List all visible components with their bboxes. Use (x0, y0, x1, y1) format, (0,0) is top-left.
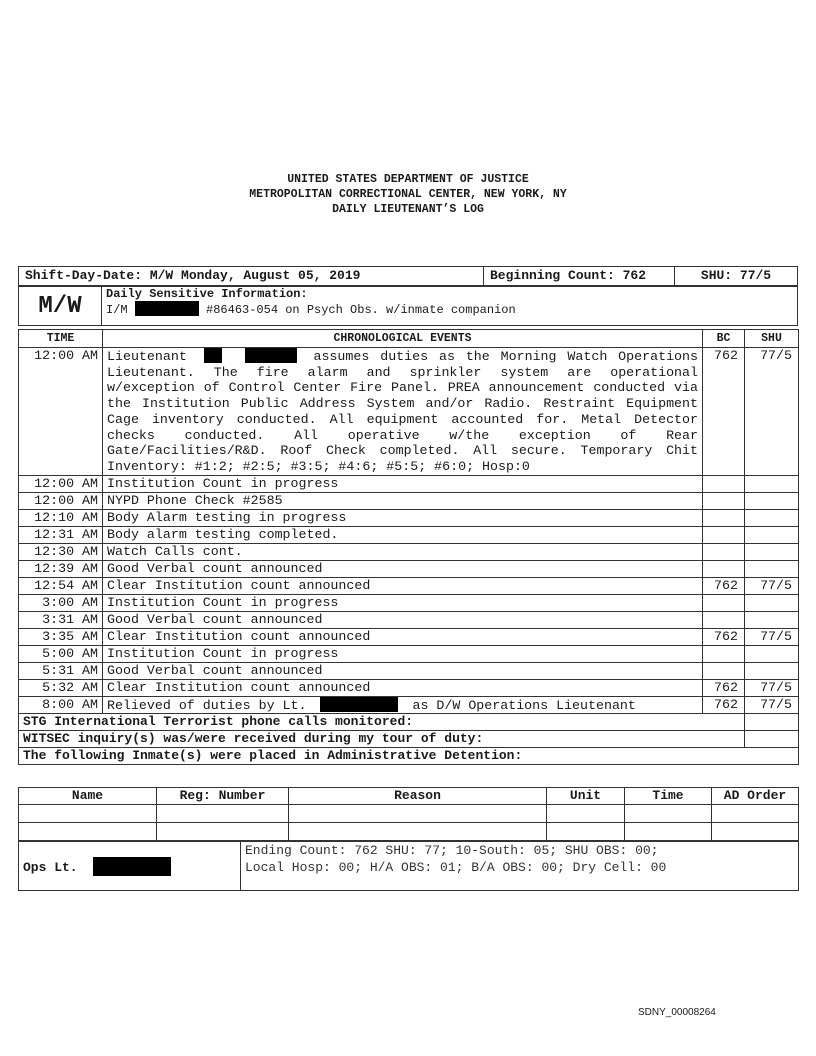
event-bc: 762 (703, 348, 745, 476)
header-line-3: DAILY LIEUTENANT’S LOG (332, 203, 484, 216)
event-shu (745, 475, 799, 492)
event-shu (745, 560, 799, 577)
redaction-bar (204, 348, 222, 363)
event-bc (703, 526, 745, 543)
witsec-note: WITSEC inquiry(s) was/were received during my tour of duty: (19, 731, 745, 748)
redaction-bar (245, 348, 297, 363)
event-shu (745, 594, 799, 611)
chronological-events-table (18, 329, 799, 765)
event-shu: 77/5 (745, 348, 799, 476)
event-shu (745, 526, 799, 543)
header-line-1: UNITED STATES DEPARTMENT OF JUSTICE (287, 173, 529, 186)
event-shu: 77/5 (745, 577, 799, 594)
event-shu (745, 662, 799, 679)
event-time: 12:54 AM (19, 577, 103, 594)
event-text: NYPD Phone Check #2585 (103, 492, 703, 509)
table-row (19, 611, 799, 628)
event-text: Good Verbal count announced (103, 611, 703, 628)
relieved-text-1: Relieved of duties by Lt. (107, 697, 307, 713)
table-row (19, 714, 799, 731)
ending-count-cell (241, 842, 799, 891)
event-bc: 762 (703, 577, 745, 594)
shift-day-date: Shift-Day-Date: M/W Monday, August 05, 2019 (19, 267, 484, 286)
table-row (19, 577, 799, 594)
event-bc (703, 662, 745, 679)
witsec-value (745, 731, 799, 748)
event-time: 12:00 AM (19, 475, 103, 492)
shift-info-table (18, 266, 798, 286)
bates-number: SDNY_00008264 (638, 1007, 716, 1018)
table-row (19, 628, 799, 645)
table-row (19, 645, 799, 662)
event-text: Watch Calls cont. (103, 543, 703, 560)
shift-code: M/W (19, 287, 102, 326)
sensitive-info-title: Daily Sensitive Information: (106, 287, 308, 301)
col-bc: BC (703, 330, 745, 348)
relieved-text-2: as D/W Operations Lieutenant (412, 697, 636, 713)
redaction-bar (320, 697, 398, 712)
beginning-count: Beginning Count: 762 (484, 267, 675, 286)
event-word: Lieutenant (107, 349, 187, 364)
event-bc (703, 543, 745, 560)
table-row (19, 509, 799, 526)
event-bc (703, 492, 745, 509)
ad-note: The following Inmate(s) were placed in Administrative Detention: (19, 748, 799, 765)
event-time: 12:00 AM (19, 492, 103, 509)
event-time: 3:35 AM (19, 628, 103, 645)
table-row (19, 679, 799, 696)
table-row (19, 594, 799, 611)
sensitive-info-cell (102, 287, 798, 326)
stg-note: STG International Terrorist phone calls monitored: (19, 714, 745, 731)
document-header (0, 172, 816, 217)
event-text: Institution Count in progress (103, 475, 703, 492)
event-bc: 762 (703, 679, 745, 696)
table-row (19, 526, 799, 543)
event-shu (745, 492, 799, 509)
redaction-bar (93, 857, 171, 876)
event-text: Institution Count in progress (103, 594, 703, 611)
event-shu: 77/5 (745, 628, 799, 645)
ad-col-time: Time (625, 788, 712, 805)
stg-value (745, 714, 799, 731)
table-row (19, 731, 799, 748)
event-bc: 762 (703, 696, 745, 714)
ending-line-2: Local Hosp: 00; H/A OBS: 01; B/A OBS: 00; Dry Cell: 00 (245, 860, 667, 875)
ad-col-order: AD Order (712, 788, 799, 805)
col-events: CHRONOLOGICAL EVENTS (103, 330, 703, 348)
event-time: 12:30 AM (19, 543, 103, 560)
ad-col-reason: Reason (289, 788, 547, 805)
redaction-bar (135, 301, 199, 316)
sensitive-info-table (18, 286, 798, 326)
event-bc (703, 509, 745, 526)
sensitive-info-line (106, 301, 793, 317)
table-row (19, 696, 799, 714)
event-bc (703, 475, 745, 492)
event-text: Body Alarm testing in progress (103, 509, 703, 526)
table-row (19, 662, 799, 679)
event-shu: 77/5 (745, 679, 799, 696)
event-text: Good Verbal count announced (103, 662, 703, 679)
sensitive-text: #86463-054 on Psych Obs. w/inmate companion (206, 303, 516, 317)
col-shu: SHU (745, 330, 799, 348)
event-text: Body alarm testing completed. (103, 526, 703, 543)
admin-detention-table (18, 787, 799, 841)
table-row (19, 475, 799, 492)
event-bc (703, 645, 745, 662)
event-text: Clear Institution count announced (103, 577, 703, 594)
event-time: 12:10 AM (19, 509, 103, 526)
event-time: 3:00 AM (19, 594, 103, 611)
event-shu (745, 509, 799, 526)
event-text: Clear Institution count announced (103, 679, 703, 696)
event-text (103, 696, 703, 714)
header-line-2: METROPOLITAN CORRECTIONAL CENTER, NEW YORK, NY (249, 188, 567, 201)
event-time: 12:00 AM (19, 348, 103, 476)
event-text: Clear Institution count announced (103, 628, 703, 645)
table-row (19, 748, 799, 765)
event-time: 3:31 AM (19, 611, 103, 628)
event-text: Institution Count in progress (103, 645, 703, 662)
ending-line-1: Ending Count: 762 SHU: 77; 10-South: 05; SHU OBS: 00; (245, 843, 659, 858)
event-shu: 77/5 (745, 696, 799, 714)
ad-col-reg: Reg: Number (157, 788, 289, 805)
event-text: Good Verbal count announced (103, 560, 703, 577)
event-time: 12:39 AM (19, 560, 103, 577)
shu-count: SHU: 77/5 (675, 267, 798, 286)
event-bc (703, 611, 745, 628)
event-shu (745, 645, 799, 662)
ad-col-name: Name (19, 788, 157, 805)
event-rest: assumes duties as the Morning Watch Operations Lieutenant. The fire alarm and sprinkler system are operational w/exception of Control Center Fire Panel. PREA announcement conducted via the Institution Public Address System and/or Radio. Restraint Equipment Cage inventory conducted. All equipment accounted for. Metal Detector checks conducted. All operative w/the exception of Rear Gate/Facilities/R&D. Roof Check completed. All secure. Temporary Chit Inventory: #1:2; #2:5; #3:5; #4:6; #5:5; #6:0; Hosp:0 (107, 349, 698, 474)
event-time: 5:31 AM (19, 662, 103, 679)
event-bc (703, 560, 745, 577)
event-time: 5:00 AM (19, 645, 103, 662)
ops-lt-label: Ops Lt. (23, 859, 78, 875)
table-row (19, 348, 799, 476)
event-bc (703, 594, 745, 611)
event-rows (19, 475, 799, 696)
event-bc: 762 (703, 628, 745, 645)
table-row (19, 823, 799, 841)
event-time: 5:32 AM (19, 679, 103, 696)
table-row (19, 543, 799, 560)
ops-lt-cell (19, 842, 241, 891)
sensitive-prefix: I/M (106, 303, 128, 317)
table-row (19, 492, 799, 509)
event-time: 12:31 AM (19, 526, 103, 543)
footer-table (18, 841, 799, 891)
event-shu (745, 543, 799, 560)
event-text (103, 348, 703, 476)
ad-col-unit: Unit (547, 788, 625, 805)
table-row (19, 805, 799, 823)
event-time: 8:00 AM (19, 696, 103, 714)
table-row (19, 560, 799, 577)
event-shu (745, 611, 799, 628)
col-time: TIME (19, 330, 103, 348)
